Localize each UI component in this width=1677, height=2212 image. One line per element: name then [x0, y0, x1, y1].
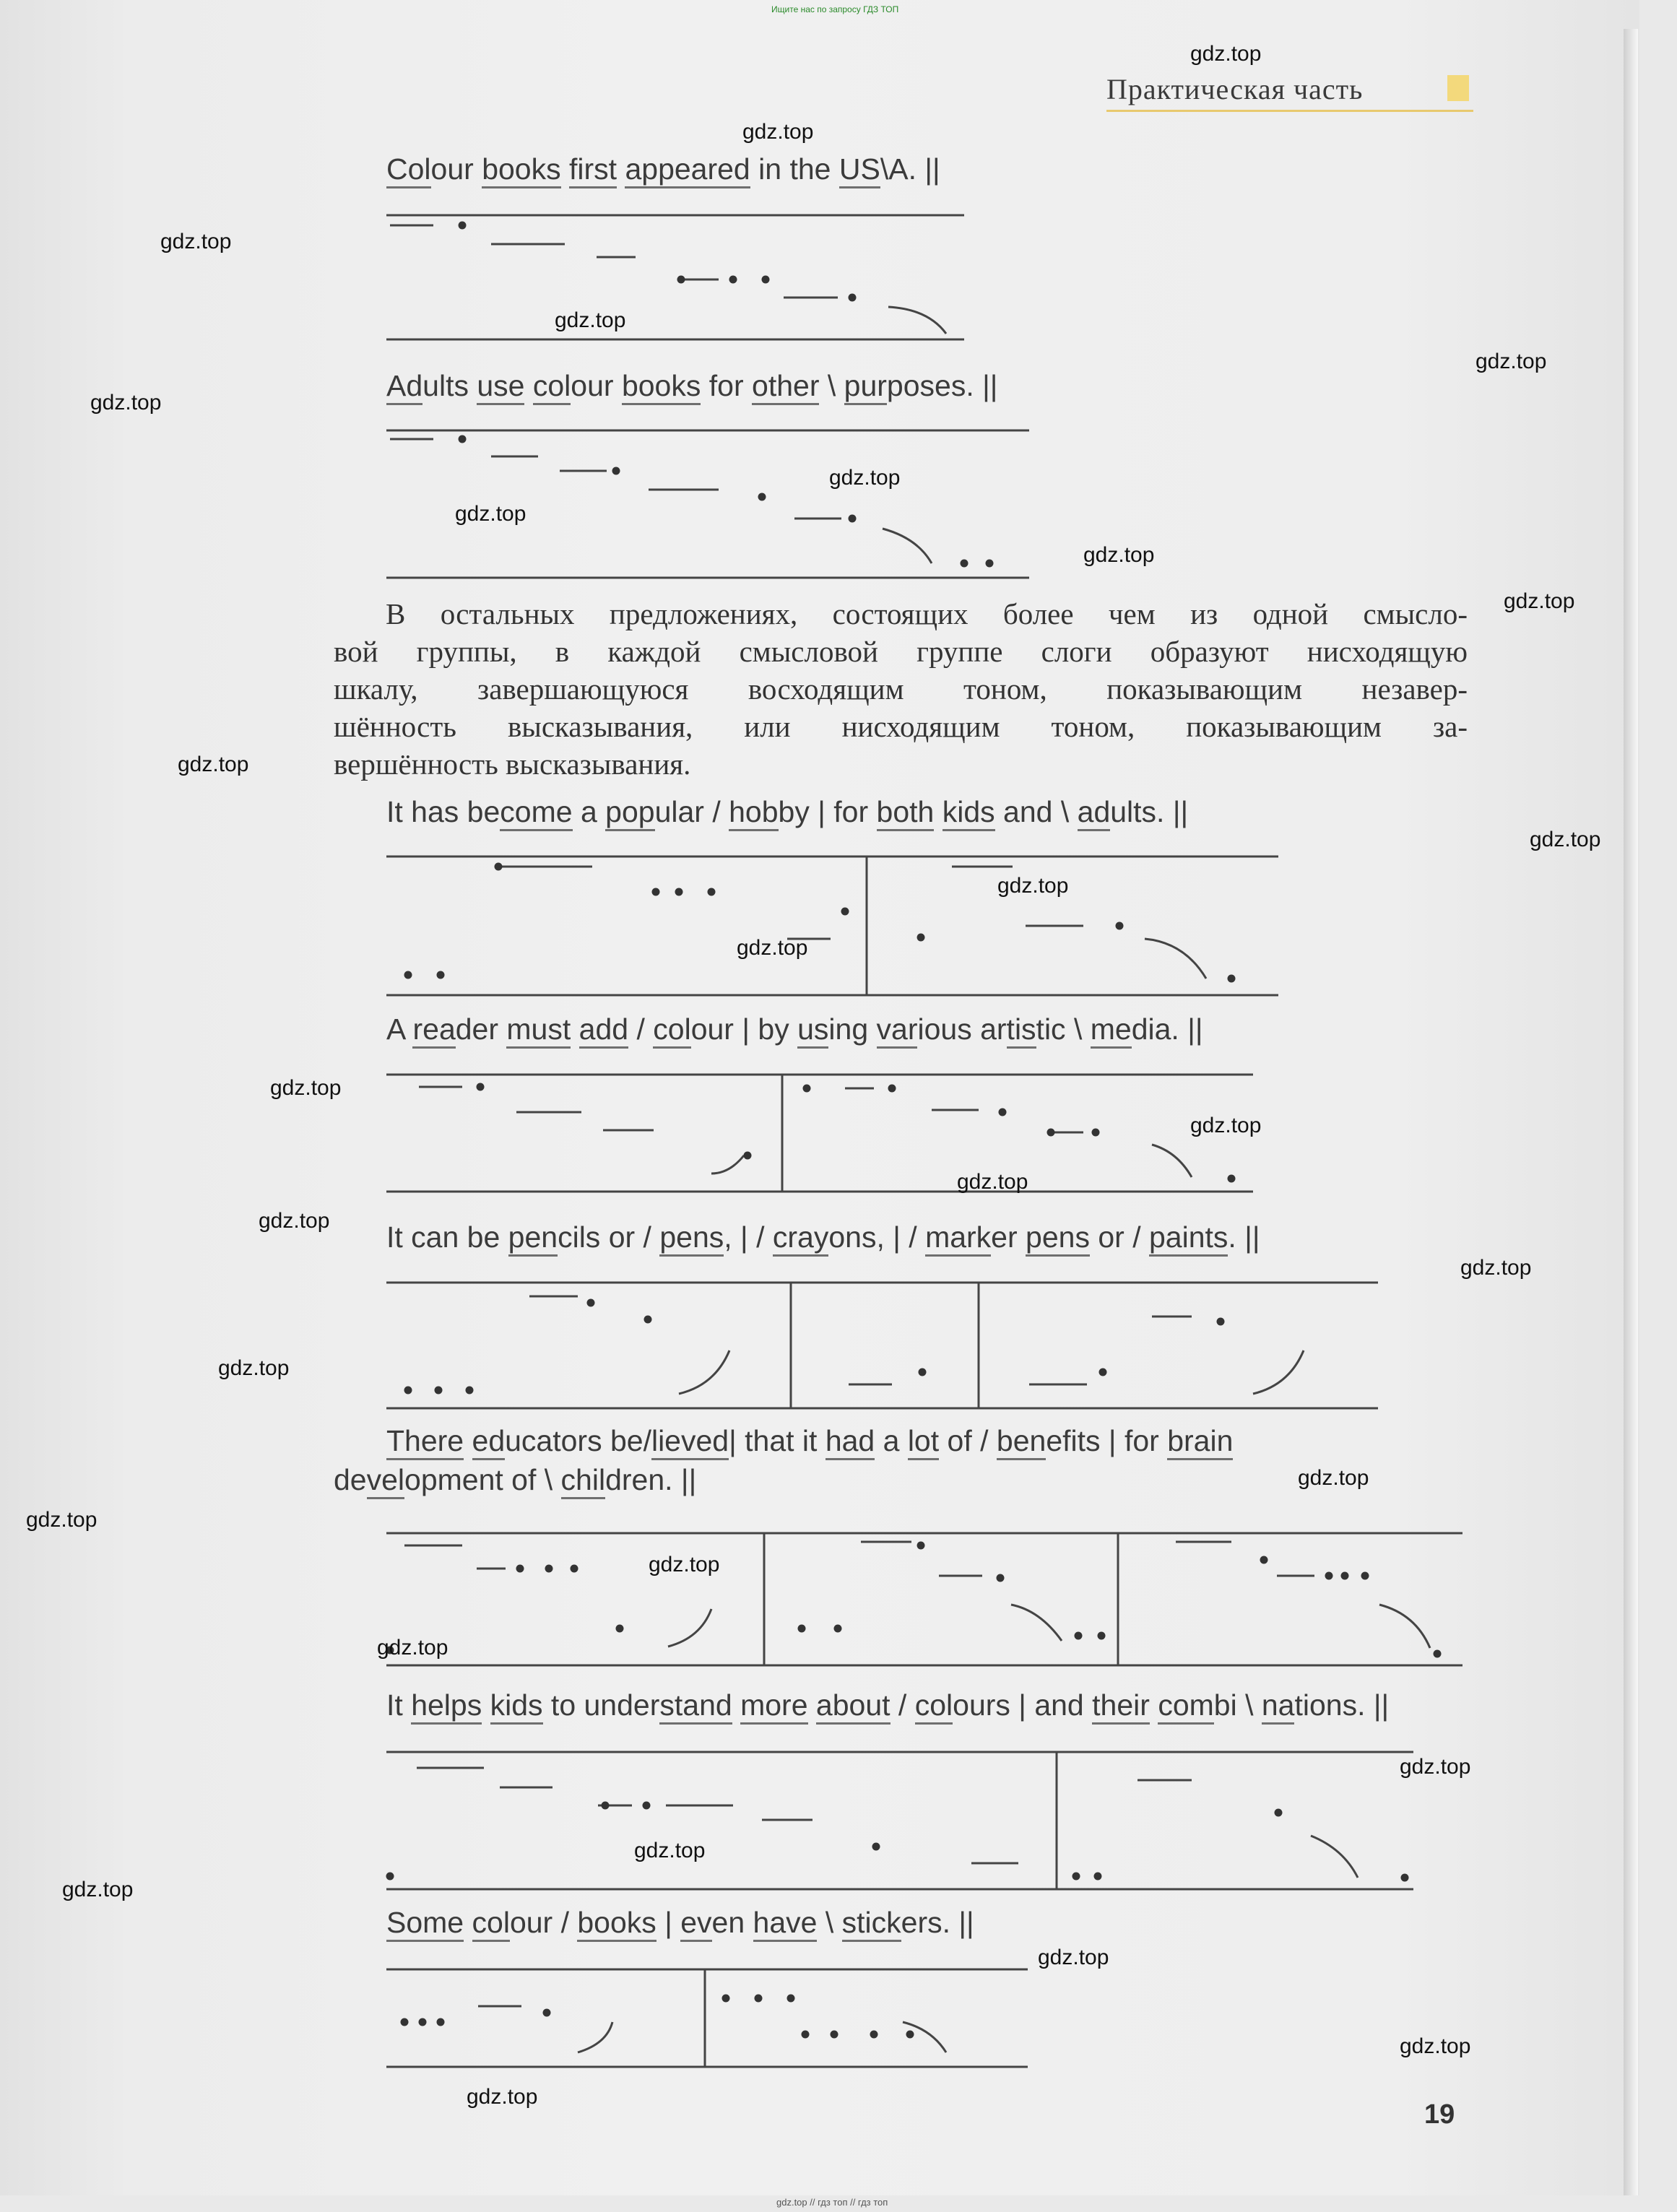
sentence-text: to under: [542, 1688, 660, 1722]
sentence-text: efits | for: [1046, 1424, 1168, 1457]
sentence-text: a: [875, 1424, 908, 1457]
page-number: 19: [1424, 2099, 1455, 2130]
watermark: gdz.top: [737, 936, 808, 960]
stressed-syllable: mark: [925, 1220, 991, 1257]
sentence-text: It has be: [386, 795, 500, 828]
watermark: gdz.top: [1298, 1466, 1369, 1490]
stressed-syllable: come: [500, 795, 572, 831]
sentence-text: er: [991, 1220, 1026, 1254]
watermark: gdz.top: [178, 752, 249, 776]
watermark: gdz.top: [1460, 1256, 1532, 1280]
watermark: gdz.top: [1504, 589, 1575, 613]
stressed-syllable: US: [839, 152, 880, 188]
paragraph-line: вершённость высказывания.: [334, 747, 691, 781]
stressed-syllable: rea: [412, 1012, 455, 1049]
watermark: gdz.top: [160, 230, 232, 253]
stressed-syllable: me: [1091, 1012, 1132, 1049]
stressed-syllable: stand: [659, 1688, 732, 1725]
sentence-text: A: [386, 1012, 413, 1046]
sentence-text: ing: [828, 1012, 877, 1046]
stressed-syllable: about: [816, 1688, 890, 1725]
sentence-text: poses. ||: [886, 369, 998, 402]
watermark: gdz.top: [90, 391, 162, 415]
watermark: gdz.top: [467, 2085, 538, 2109]
sentence-text: \A: [880, 152, 909, 186]
sentence-text: tions. ||: [1294, 1688, 1390, 1722]
stressed-syllable: col: [533, 369, 571, 405]
stressed-syllable: helps: [411, 1688, 482, 1725]
paragraph-line: шкалу, завершающуюся восходящим тоном, показывающим незавер-: [334, 672, 1468, 706]
stressed-syllable: must: [506, 1012, 571, 1049]
stressed-syllable: books: [622, 369, 701, 405]
watermark: gdz.top: [649, 1553, 720, 1576]
watermark: gdz.top: [1038, 1946, 1109, 1969]
paragraph-line: вой группы, в каждой смысловой группе слоги образуют нисходящую: [334, 635, 1468, 668]
sentence-text: and \: [994, 795, 1078, 828]
sentence-text: \: [819, 369, 844, 402]
sentence-text: our: [571, 369, 622, 402]
sentence-text: ers. ||: [901, 1906, 974, 1939]
sentence-text: of /: [939, 1424, 997, 1457]
watermark: gdz.top: [455, 502, 526, 526]
stressed-syllable: Some: [386, 1906, 464, 1942]
sentence-text: | that it: [729, 1424, 826, 1457]
stressed-syllable: both: [877, 795, 935, 831]
watermark: gdz.top: [270, 1076, 342, 1100]
stressed-syllable: paints: [1149, 1220, 1228, 1257]
stressed-syllable: kids: [490, 1688, 543, 1725]
watermark: gdz.top: [377, 1636, 448, 1660]
watermark: gdz.top: [1400, 1755, 1471, 1779]
sentence-text: ults: [422, 369, 477, 402]
stressed-syllable: pur: [844, 369, 887, 405]
sentence-text: der: [455, 1012, 507, 1046]
stressed-syllable: na: [1262, 1688, 1295, 1725]
stressed-syllable: chil: [561, 1463, 606, 1499]
stressed-syllable: pop: [605, 795, 654, 831]
stressed-syllable: had: [826, 1424, 875, 1460]
stressed-syllable: lieved: [651, 1424, 729, 1460]
stressed-syllable: Ad: [386, 369, 422, 405]
sentence-text: /: [890, 1688, 915, 1722]
watermark: gdz.top: [1083, 543, 1155, 567]
sentence-text: ours | and: [953, 1688, 1093, 1722]
section-title: Практическая часть: [1106, 73, 1364, 105]
stressed-syllable: col: [472, 1906, 510, 1942]
stressed-syllable: stick: [842, 1906, 901, 1942]
sentence-text: or /: [1089, 1220, 1149, 1254]
stressed-syllable: appeared: [625, 152, 750, 188]
stressed-syllable: books: [577, 1906, 656, 1942]
sentence-text: It can be: [386, 1220, 508, 1254]
footer-watermark: gdz.top // гдз топ // гдз топ: [776, 2197, 888, 2208]
paragraph-line: шённость высказывания, или нисходящим тоном, показывающим за-: [334, 710, 1468, 743]
stressed-syllable: pens: [1026, 1220, 1090, 1257]
watermark: gdz.top: [1190, 42, 1262, 66]
stressed-syllable: There: [386, 1424, 464, 1460]
stressed-syllable: ev: [680, 1906, 711, 1942]
watermark: gdz.top: [62, 1878, 134, 1901]
stressed-syllable: tis: [1007, 1012, 1036, 1049]
sentence-text: ults. ||: [1110, 795, 1189, 828]
sentence-text: dren. ||: [605, 1463, 697, 1496]
sentence-text: . ||: [908, 152, 940, 186]
sentence-text: a: [572, 795, 606, 828]
sentence-text: \: [817, 1906, 842, 1939]
watermark: gdz.top: [218, 1356, 290, 1380]
watermark: gdz.top: [1530, 828, 1601, 851]
sentence-text: ious ar: [917, 1012, 1007, 1046]
stressed-syllable: brain: [1167, 1424, 1233, 1460]
sentence-text: ons, | /: [828, 1220, 926, 1254]
sentence-text: cils or /: [558, 1220, 660, 1254]
stressed-syllable: add: [579, 1012, 628, 1049]
watermark: gdz.top: [742, 120, 814, 144]
stressed-syllable: use: [477, 369, 524, 405]
stressed-syllable: vel: [367, 1463, 404, 1499]
sentence-text: opment of \: [404, 1463, 561, 1496]
stressed-syllable: pen: [508, 1220, 558, 1257]
stressed-syllable: their: [1092, 1688, 1150, 1725]
watermark: gdz.top: [1476, 350, 1547, 373]
stressed-syllable: more: [740, 1688, 807, 1725]
watermark: gdz.top: [1190, 1114, 1262, 1137]
sentence-text: tic \: [1036, 1012, 1091, 1046]
stressed-syllable: hob: [729, 795, 778, 831]
sentence-text: by | for: [778, 795, 877, 828]
sentence-text: our /: [509, 1906, 578, 1939]
sentence-text: for: [701, 369, 753, 402]
stressed-syllable: have: [753, 1906, 818, 1942]
stressed-syllable: other: [752, 369, 819, 405]
sentence-text: in the: [750, 152, 839, 186]
sentence-text: ular /: [654, 795, 729, 828]
sentence-text: bi \: [1213, 1688, 1262, 1722]
stressed-syllable: first: [569, 152, 617, 188]
watermark: gdz.top: [555, 308, 626, 332]
paragraph-line: В остальных предложениях, состоящих более чем из одной смысло-: [386, 597, 1468, 630]
stressed-syllable: var: [877, 1012, 918, 1049]
watermark: gdz.top: [1400, 2034, 1471, 2058]
sentence-text: dia. ||: [1131, 1012, 1203, 1046]
watermark: gdz.top: [259, 1209, 330, 1233]
watermark: gdz.top: [634, 1839, 706, 1862]
stressed-syllable: ad: [1078, 795, 1111, 831]
stressed-syllable: cray: [773, 1220, 828, 1257]
sentence-text: /: [628, 1012, 654, 1046]
sentence-text: ucators be/: [505, 1424, 651, 1457]
watermark: gdz.top: [957, 1170, 1028, 1194]
stressed-syllable: col: [653, 1012, 690, 1049]
sentence-text: It: [386, 1688, 412, 1722]
stressed-syllable: books: [482, 152, 560, 188]
sentence-text: , | /: [724, 1220, 773, 1254]
sentence-text: . ||: [1228, 1220, 1260, 1254]
sentence-text: de: [334, 1463, 367, 1496]
watermark: gdz.top: [997, 874, 1069, 898]
stressed-syllable: ben: [997, 1424, 1046, 1460]
sentence-text: our: [430, 152, 482, 186]
sentence-text: |: [656, 1906, 681, 1939]
sentence-text: en: [711, 1906, 753, 1939]
sentence-text: our | by: [690, 1012, 798, 1046]
stressed-syllable: col: [915, 1688, 953, 1725]
watermark: gdz.top: [26, 1508, 98, 1532]
stressed-syllable: com: [1158, 1688, 1213, 1725]
stressed-syllable: pens: [659, 1220, 724, 1257]
stressed-syllable: Col: [386, 152, 431, 188]
stressed-syllable: lot: [908, 1424, 939, 1460]
watermark: gdz.top: [829, 466, 901, 490]
stressed-syllable: ed: [472, 1424, 506, 1460]
stressed-syllable: us: [797, 1012, 828, 1049]
stressed-syllable: kids: [942, 795, 995, 831]
top-notice: Ищите нас по запросу ГДЗ ТОП: [771, 4, 899, 14]
